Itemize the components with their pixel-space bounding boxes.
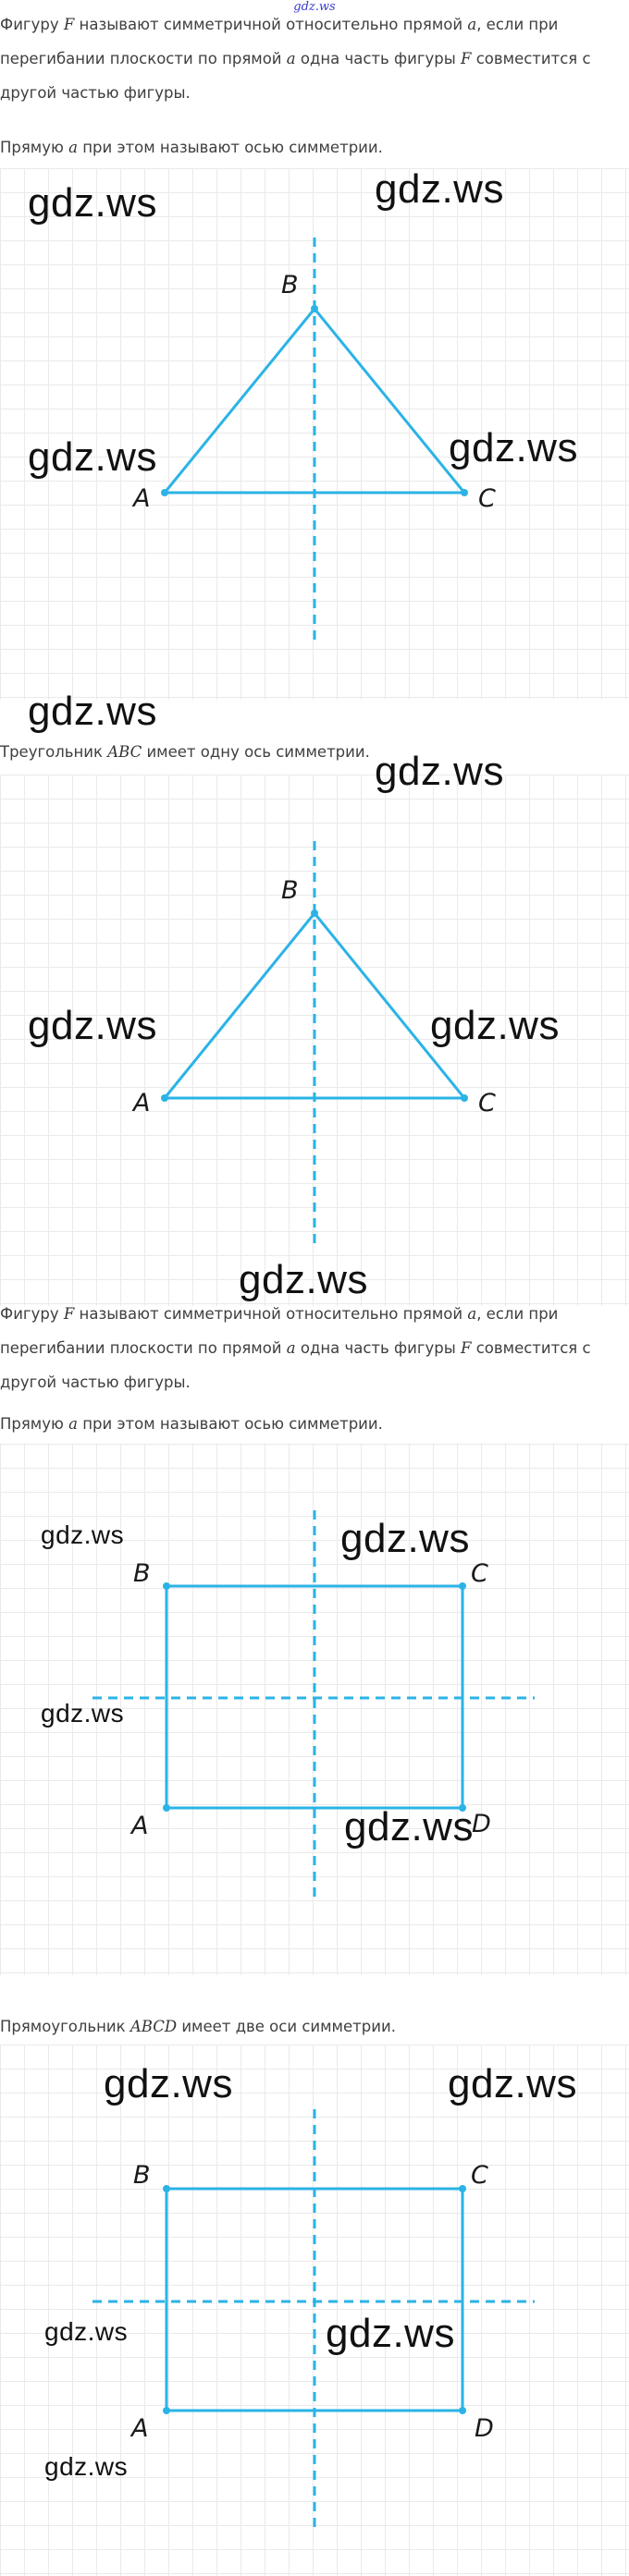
vertex-c-dot	[459, 2185, 466, 2192]
watermark: gdz.ws	[44, 2317, 129, 2346]
symmetry-definition: Фигуру F называют симметричной относительно прямой a, если при перегибании плоскости по прямой a одна часть фигуры F совместится с другой частью фигуры.	[0, 16, 591, 102]
watermark: gdz.ws	[448, 2061, 577, 2106]
vertex-c-dot	[461, 1094, 468, 1102]
watermark: gdz.ws	[375, 166, 504, 212]
watermark: gdz.ws	[41, 1699, 125, 1728]
vertex-a-label: A	[133, 484, 151, 513]
watermark: gdz.ws	[449, 425, 578, 470]
vertex-a-dot	[161, 489, 168, 496]
watermark: gdz.ws	[28, 434, 157, 480]
vertex-c-label: C	[478, 1089, 496, 1117]
vertex-a-label: A	[133, 1089, 151, 1117]
vertex-a-dot	[163, 2407, 170, 2414]
watermark: gdz.ws	[28, 689, 157, 734]
vertex-d-dot	[459, 2407, 466, 2414]
vertex-b-dot	[311, 910, 318, 917]
vertex-a-dot	[163, 1804, 170, 1812]
site-logo[interactable]: gdz.ws	[293, 0, 336, 14]
triangle-caption: Треугольник ABC имеет одну ось симметрии.	[0, 743, 370, 761]
axis-definition: Прямую a при этом называют осью симметрии.	[0, 139, 383, 156]
vertex-d-label: D	[475, 2414, 494, 2443]
vertex-a-dot	[161, 1094, 168, 1102]
vertex-c-label: C	[471, 1559, 488, 1588]
watermark: gdz.ws	[340, 1516, 470, 1561]
vertex-b-dot	[163, 2185, 170, 2192]
watermark: gdz.ws	[41, 1520, 125, 1549]
vertex-b-label: B	[133, 1559, 151, 1588]
vertex-b-dot	[311, 305, 318, 312]
watermark: gdz.ws	[104, 2061, 233, 2106]
vertex-a-label: A	[131, 1812, 149, 1840]
symmetry-definition: Фигуру F называют симметричной относительно прямой a, если при перегибании плоскости по прямой a одна часть фигуры F совместится с другой частью фигуры.	[0, 1305, 591, 1391]
watermark: gdz.ws	[28, 1003, 157, 1048]
axis-definition: Прямую a при этом называют осью симметрии.	[0, 1415, 383, 1433]
vertex-c-label: C	[471, 2161, 488, 2190]
watermark: gdz.ws	[28, 180, 157, 226]
rectangle-caption: Прямоугольник ABCD имеет две оси симметрии.	[0, 2018, 396, 2035]
vertex-b-label: B	[133, 2161, 151, 2190]
vertex-b-dot	[163, 1582, 170, 1590]
vertex-d-label: D	[472, 1810, 491, 1838]
vertex-c-label: C	[478, 484, 496, 513]
watermark: gdz.ws	[430, 1003, 560, 1048]
watermark: gdz.ws	[44, 2452, 129, 2481]
watermark: gdz.ws	[344, 1804, 474, 1850]
vertex-a-label: A	[131, 2414, 149, 2443]
rectangle-drawing-2	[0, 2045, 629, 2576]
watermark: gdz.ws	[326, 2311, 455, 2356]
rectangle-figure-2	[0, 2045, 629, 2576]
vertex-c-dot	[461, 489, 468, 496]
watermark: gdz.ws	[375, 749, 504, 794]
watermark: gdz.ws	[239, 1257, 368, 1302]
vertex-b-label: B	[281, 271, 299, 299]
vertex-b-label: B	[281, 876, 299, 905]
vertex-c-dot	[459, 1582, 466, 1590]
